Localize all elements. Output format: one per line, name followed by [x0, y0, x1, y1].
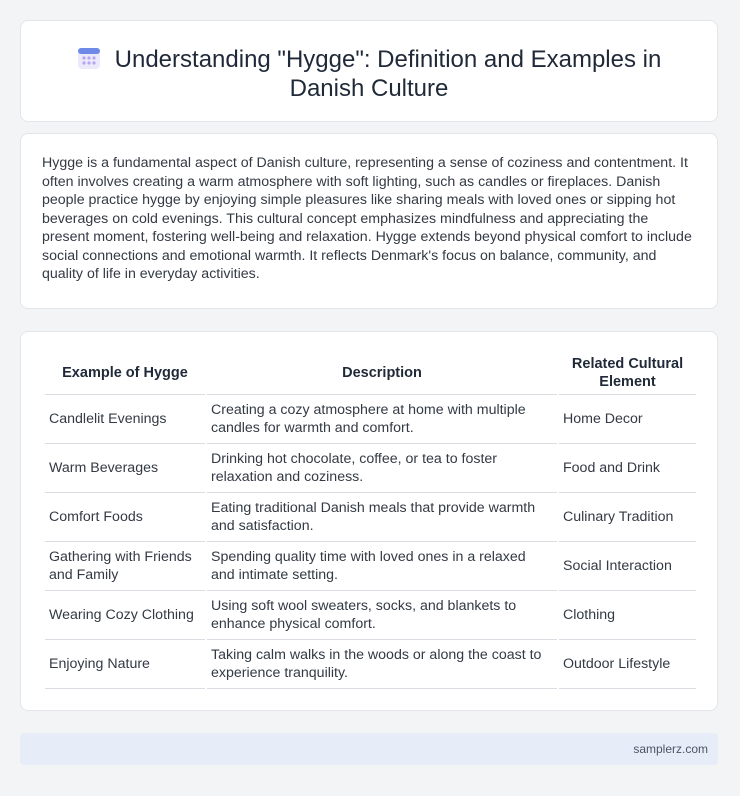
cell-description: Taking calm walks in the woods or along the coast to experience tranquility. [207, 640, 557, 689]
hygge-table [43, 352, 698, 689]
table-row [45, 493, 696, 542]
title-card [20, 20, 718, 122]
cell-description: Creating a cozy atmosphere at home with multiple candles for warmth and comfort. [207, 395, 557, 444]
cell-element: Home Decor [559, 395, 696, 444]
cell-example: Candlelit Evenings [45, 395, 205, 444]
table-row [45, 542, 696, 591]
cell-element: Social Interaction [559, 542, 696, 591]
table-header-row [45, 352, 696, 395]
intro-card [20, 133, 718, 309]
footer-site-link[interactable]: samplerz.com [633, 742, 708, 756]
table-row [45, 591, 696, 640]
footer-bar [20, 733, 718, 765]
title-line-2: Danish Culture [289, 75, 449, 102]
cell-example: Wearing Cozy Clothing [45, 591, 205, 640]
cell-description: Spending quality time with loved ones in a relaxed and intimate setting. [207, 542, 557, 591]
calendar-icon [77, 46, 101, 70]
table-row [45, 395, 696, 444]
table-row [45, 640, 696, 689]
title-line-1: Understanding "Hygge": Definition and Examples in [114, 46, 662, 73]
intro-paragraph: Hygge is a fundamental aspect of Danish culture, representing a sense of coziness and contentment. It often involves creating a warm atmosphere with soft lighting, such as candles or fireplaces. Danish people practice hygge by enjoying simple pleasures like sharing meals with loved ones or sipping hot beverages on cold evenings. This cultural concept emphasizes mindfulness and appreciating the present moment, fostering well-being and relaxation. Hygge extends beyond physical comfort to include social connections and emotional warmth. It reflects Denmark's focus on balance, community, and quality of life in everyday activities. [42, 155, 692, 282]
cell-description: Drinking hot chocolate, coffee, or tea to foster relaxation and coziness. [207, 444, 557, 493]
cell-element: Culinary Tradition [559, 493, 696, 542]
cell-description: Eating traditional Danish meals that provide warmth and satisfaction. [207, 493, 557, 542]
cell-element: Outdoor Lifestyle [559, 640, 696, 689]
examples-card [20, 331, 718, 711]
cell-description: Using soft wool sweaters, socks, and blankets to enhance physical comfort. [207, 591, 557, 640]
page-title [21, 45, 717, 103]
cell-example: Warm Beverages [45, 444, 205, 493]
column-header-element: Related Cultural Element [559, 352, 696, 395]
column-header-example: Example of Hygge [45, 352, 205, 395]
cell-example: Gathering with Friends and Family [45, 542, 205, 591]
cell-element: Food and Drink [559, 444, 696, 493]
cell-example: Comfort Foods [45, 493, 205, 542]
cell-example: Enjoying Nature [45, 640, 205, 689]
column-header-description: Description [207, 352, 557, 395]
table-row [45, 444, 696, 493]
cell-element: Clothing [559, 591, 696, 640]
